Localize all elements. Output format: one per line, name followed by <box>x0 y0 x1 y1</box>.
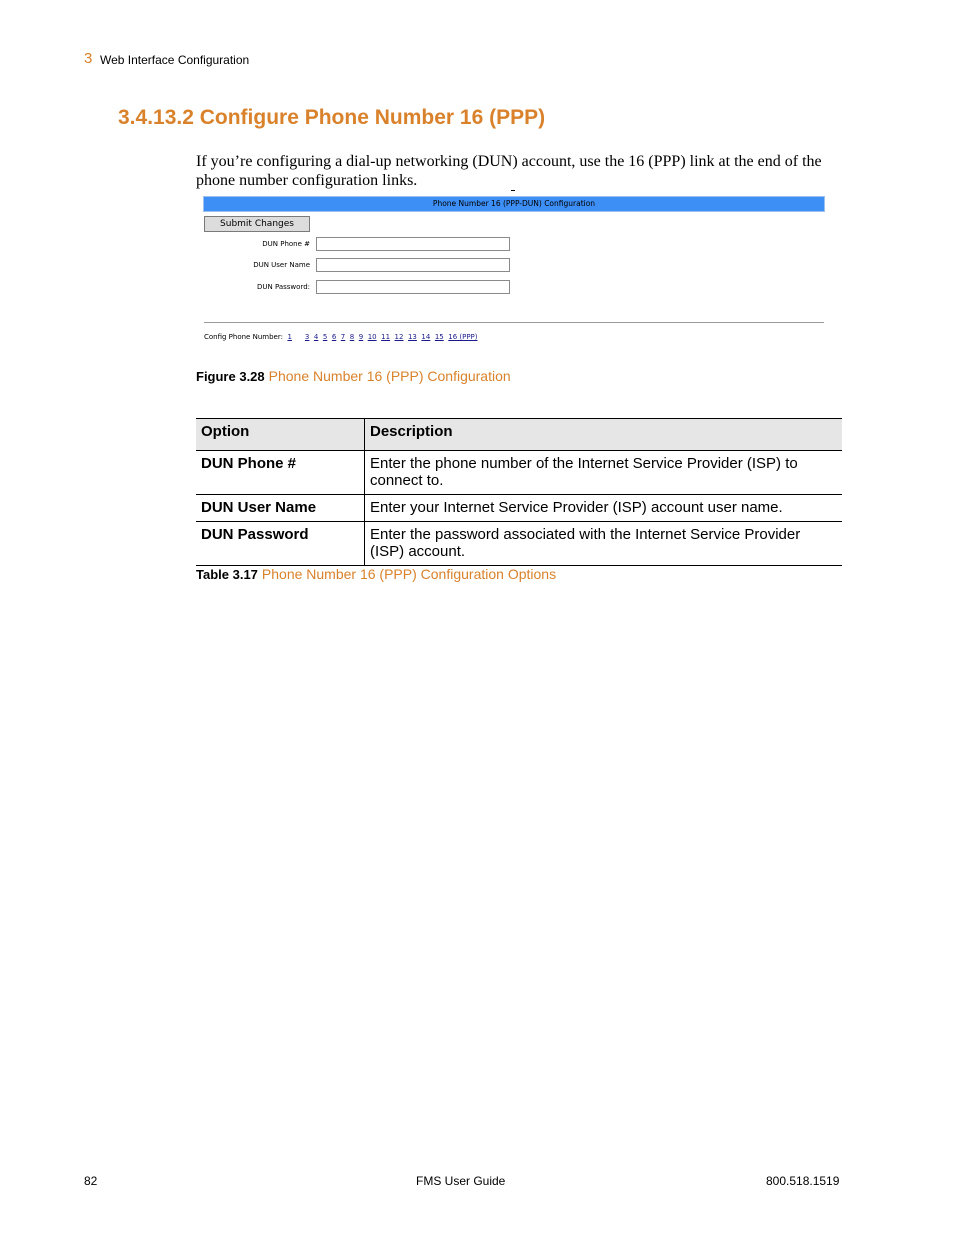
config-link-3[interactable]: 3 <box>304 333 310 341</box>
table-caption-label: Table 3.17 <box>196 567 258 582</box>
table-caption <box>196 566 556 582</box>
config-link-6[interactable]: 6 <box>331 333 337 341</box>
screenshot-divider <box>204 322 824 323</box>
config-link-1[interactable]: 1 <box>287 333 292 341</box>
config-link-13[interactable]: 13 <box>407 333 417 341</box>
table-row <box>196 451 842 495</box>
config-link-11[interactable]: 11 <box>381 333 391 341</box>
figure-caption <box>196 368 511 384</box>
config-screenshot <box>200 194 828 349</box>
section-heading: 3.4.13.2 Configure Phone Number 16 (PPP) <box>118 106 546 129</box>
options-table <box>196 418 842 566</box>
dun-phone-input[interactable] <box>316 237 510 251</box>
footer-phone: 800.518.1519 <box>766 1174 840 1188</box>
table-caption-text: Phone Number 16 (PPP) Configuration Options <box>261 566 557 582</box>
config-link-4[interactable]: 4 <box>313 333 319 341</box>
config-link-16-ppp[interactable]: 16 (PPP) <box>448 333 478 341</box>
dun-user-name-input[interactable] <box>316 258 510 272</box>
chapter-number: 3 <box>84 50 93 67</box>
dun-phone-label: DUN Phone # <box>262 240 310 248</box>
intro-paragraph: If you’re configuring a dial-up networking (DUN) account, use the 16 (PPP) link at the end of the phone number configuration links. <box>196 153 822 189</box>
submit-changes-button[interactable]: Submit Changes <box>204 216 310 232</box>
dun-password-input[interactable] <box>316 280 510 294</box>
dun-password-label: DUN Password: <box>256 283 310 291</box>
dun-user-name-label: DUN User Name <box>253 261 310 269</box>
config-link-15[interactable]: 15 <box>434 333 444 341</box>
table-cell-description: Enter your Internet Service Provider (ISP) account user name. <box>370 499 783 516</box>
config-link-5[interactable]: 5 <box>322 333 328 341</box>
footer-title: FMS User Guide <box>416 1174 506 1188</box>
config-link-8[interactable]: 8 <box>349 333 355 341</box>
table-cell-option: DUN Phone # <box>196 451 365 495</box>
config-phone-number-label: Config Phone Number: <box>204 333 283 341</box>
table-cell-description: Enter the phone number of the Internet Service Provider (ISP) to connect to. <box>370 455 798 489</box>
table-header-description: Description <box>370 423 453 440</box>
config-link-14[interactable]: 14 <box>421 333 431 341</box>
config-link-9[interactable]: 9 <box>358 333 364 341</box>
footer-page-number: 82 <box>84 1174 98 1188</box>
figure-caption-text: Phone Number 16 (PPP) Configuration <box>268 368 511 384</box>
table-cell-option: DUN User Name <box>196 495 365 522</box>
config-link-10[interactable]: 10 <box>367 333 377 341</box>
table-header-option: Option <box>196 419 365 451</box>
table-row <box>196 522 842 566</box>
table-cell-description: Enter the password associated with the Internet Service Provider (ISP) account. <box>370 526 801 560</box>
config-link-7[interactable]: 7 <box>340 333 346 341</box>
stray-mark <box>511 190 515 191</box>
screenshot-title-bar: Phone Number 16 (PPP-DUN) Configuration <box>203 196 825 212</box>
config-link-12[interactable]: 12 <box>394 333 404 341</box>
table-row <box>196 495 842 522</box>
figure-caption-label: Figure 3.28 <box>196 369 265 384</box>
config-phone-number-row <box>204 333 478 341</box>
table-header-row <box>196 419 842 451</box>
chapter-title: Web Interface Configuration <box>100 53 250 67</box>
table-cell-option: DUN Password <box>196 522 365 566</box>
